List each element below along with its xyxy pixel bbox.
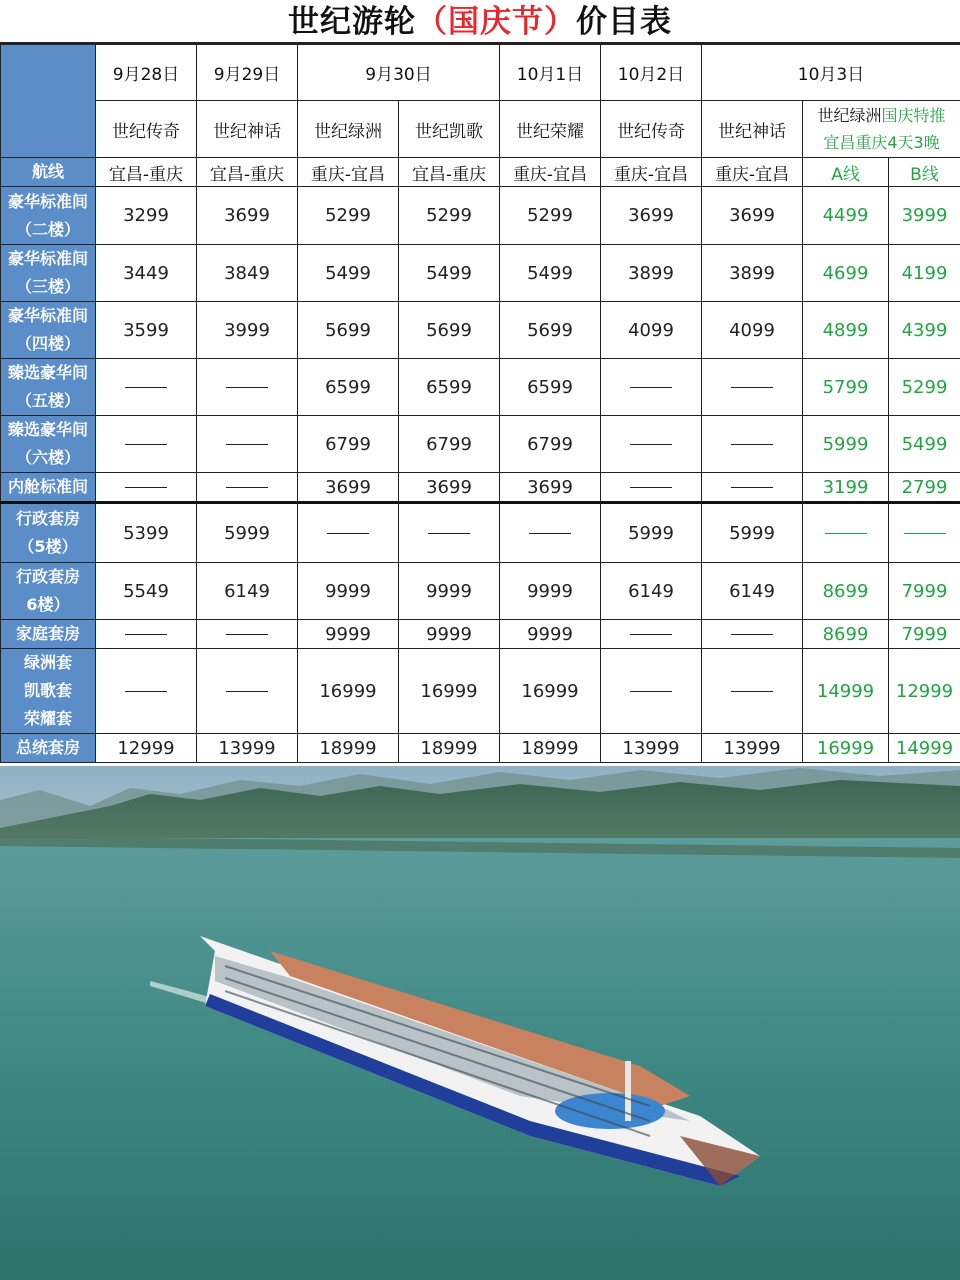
price-cell: 16999 xyxy=(803,734,889,763)
date-cell: 10月2日 xyxy=(601,45,702,101)
price-cell: 5999 xyxy=(803,416,889,473)
price-cell: 3849 xyxy=(197,245,298,302)
price-cell: 6149 xyxy=(702,563,803,620)
unavailable-dash xyxy=(630,634,672,635)
price-row xyxy=(1,734,960,763)
unavailable-cell xyxy=(298,503,399,563)
unavailable-cell xyxy=(197,620,298,649)
unavailable-cell xyxy=(96,416,197,473)
price-cell: 3199 xyxy=(803,473,889,503)
room-type-label xyxy=(1,563,96,620)
unavailable-dash xyxy=(125,444,167,445)
date-cell: 10月1日 xyxy=(500,45,601,101)
price-cell: 3699 xyxy=(702,187,803,245)
room-type-label xyxy=(1,302,96,359)
unavailable-cell xyxy=(96,473,197,503)
date-cell: 9月28日 xyxy=(96,45,197,101)
price-cell: 3699 xyxy=(601,187,702,245)
special-route: 宜昌重庆4天3晚 xyxy=(823,133,940,152)
price-cell: 5799 xyxy=(803,359,889,416)
unavailable-cell xyxy=(601,620,702,649)
ship-cell: 世纪传奇 xyxy=(601,101,702,158)
room-type-label xyxy=(1,734,96,763)
unavailable-cell xyxy=(601,649,702,734)
price-cell: 6149 xyxy=(197,563,298,620)
room-type-text: 臻选豪华间 xyxy=(7,363,88,382)
route-row xyxy=(1,158,960,187)
title-part-2: （国庆节） xyxy=(416,4,576,40)
room-type-text: 内舱标准间 xyxy=(7,477,88,496)
room-type-text: （五楼） xyxy=(15,391,80,410)
date-cell: 9月29日 xyxy=(197,45,298,101)
unavailable-cell xyxy=(96,359,197,416)
ship-cell: 世纪神话 xyxy=(702,101,803,158)
unavailable-dash xyxy=(731,634,773,635)
ship-cell: 世纪荣耀 xyxy=(500,101,601,158)
price-cell: 5499 xyxy=(399,245,500,302)
unavailable-dash xyxy=(731,444,773,445)
unavailable-dash xyxy=(226,691,268,692)
cruise-ship-photo xyxy=(0,766,960,1280)
price-cell: 18999 xyxy=(298,734,399,763)
price-row xyxy=(1,187,960,245)
price-row xyxy=(1,563,960,620)
room-type-text: 臻选豪华间 xyxy=(7,420,88,439)
price-cell: 5299 xyxy=(399,187,500,245)
room-type-label xyxy=(1,359,96,416)
price-cell: 7999 xyxy=(889,620,960,649)
unavailable-dash xyxy=(630,487,672,488)
unavailable-dash xyxy=(731,387,773,388)
unavailable-dash xyxy=(226,387,268,388)
price-cell: 5699 xyxy=(298,302,399,359)
corner-cell xyxy=(1,45,96,158)
unavailable-dash xyxy=(327,533,369,534)
room-type-text: （5楼） xyxy=(18,537,78,556)
price-row xyxy=(1,649,960,734)
price-row xyxy=(1,473,960,503)
price-cell: 4399 xyxy=(889,302,960,359)
price-cell: 9999 xyxy=(500,620,601,649)
unavailable-dash xyxy=(630,691,672,692)
price-cell: 3999 xyxy=(197,302,298,359)
room-type-label xyxy=(1,503,96,563)
price-row xyxy=(1,359,960,416)
route-cell-a: A线 xyxy=(803,158,889,187)
price-cell: 3699 xyxy=(399,473,500,503)
room-type-text: 绿洲套 xyxy=(23,653,72,672)
room-type-text: （六楼） xyxy=(15,448,80,467)
room-type-text: 凯歌套 xyxy=(23,681,72,700)
room-type-text: 行政套房 xyxy=(15,509,80,528)
price-cell: 4099 xyxy=(601,302,702,359)
price-row xyxy=(1,245,960,302)
price-cell: 5499 xyxy=(500,245,601,302)
unavailable-cell xyxy=(702,359,803,416)
price-cell: 5299 xyxy=(500,187,601,245)
route-label: 航线 xyxy=(1,158,96,187)
price-cell: 18999 xyxy=(399,734,500,763)
unavailable-dash xyxy=(125,487,167,488)
unavailable-cell xyxy=(197,359,298,416)
unavailable-cell xyxy=(702,620,803,649)
price-cell: 12999 xyxy=(96,734,197,763)
route-cell: 宜昌-重庆 xyxy=(96,158,197,187)
price-cell: 4499 xyxy=(803,187,889,245)
price-cell: 4899 xyxy=(803,302,889,359)
room-type-label xyxy=(1,187,96,245)
price-cell: 5399 xyxy=(96,503,197,563)
price-cell: 16999 xyxy=(399,649,500,734)
price-cell: 9999 xyxy=(298,620,399,649)
price-cell: 4099 xyxy=(702,302,803,359)
room-type-label xyxy=(1,620,96,649)
unavailable-cell xyxy=(197,416,298,473)
unavailable-cell xyxy=(601,473,702,503)
price-cell: 5999 xyxy=(601,503,702,563)
ship-cell: 世纪神话 xyxy=(197,101,298,158)
room-type-label xyxy=(1,649,96,734)
unavailable-dash xyxy=(904,533,946,534)
price-cell: 9999 xyxy=(500,563,601,620)
unavailable-dash xyxy=(125,387,167,388)
room-type-label xyxy=(1,473,96,503)
room-type-text: 家庭套房 xyxy=(15,624,80,643)
price-cell: 3899 xyxy=(601,245,702,302)
price-cell: 13999 xyxy=(197,734,298,763)
price-row xyxy=(1,416,960,473)
price-row xyxy=(1,620,960,649)
price-cell: 16999 xyxy=(500,649,601,734)
unavailable-cell xyxy=(197,649,298,734)
special-ship-name: 世纪绿洲 xyxy=(817,106,882,125)
unavailable-dash xyxy=(731,487,773,488)
price-cell: 6599 xyxy=(298,359,399,416)
price-cell: 5299 xyxy=(298,187,399,245)
room-type-text: （二楼） xyxy=(15,219,80,239)
room-type-label xyxy=(1,245,96,302)
ship-cell: 世纪传奇 xyxy=(96,101,197,158)
room-type-text: （三楼） xyxy=(15,277,80,296)
price-cell: 5299 xyxy=(889,359,960,416)
route-cell: 重庆-宜昌 xyxy=(500,158,601,187)
unavailable-cell xyxy=(601,359,702,416)
room-type-text: 荣耀套 xyxy=(23,709,72,728)
price-row xyxy=(1,302,960,359)
unavailable-dash xyxy=(428,533,470,534)
room-type-label xyxy=(1,416,96,473)
ship-cell: 世纪凯歌 xyxy=(399,101,500,158)
special-tag: 国庆特推 xyxy=(881,106,946,125)
room-type-text: （四楼） xyxy=(15,334,80,353)
price-cell: 4699 xyxy=(803,245,889,302)
unavailable-cell xyxy=(702,649,803,734)
price-cell: 9999 xyxy=(399,620,500,649)
date-cell: 10月3日 xyxy=(702,45,960,101)
route-cell: 宜昌-重庆 xyxy=(197,158,298,187)
route-cell: 重庆-宜昌 xyxy=(702,158,803,187)
price-cell: 6599 xyxy=(399,359,500,416)
unavailable-cell xyxy=(601,416,702,473)
unavailable-cell xyxy=(803,503,889,563)
price-cell: 14999 xyxy=(889,734,960,763)
unavailable-cell xyxy=(889,503,960,563)
price-cell: 3999 xyxy=(889,187,960,245)
price-cell: 6799 xyxy=(298,416,399,473)
price-cell: 3699 xyxy=(298,473,399,503)
room-type-text: 总统套房 xyxy=(15,738,80,757)
unavailable-dash xyxy=(731,691,773,692)
room-type-text: 行政套房 xyxy=(15,567,80,586)
page-title xyxy=(0,0,960,44)
unavailable-dash xyxy=(226,444,268,445)
price-cell: 9999 xyxy=(399,563,500,620)
route-cell: 重庆-宜昌 xyxy=(601,158,702,187)
price-cell: 5699 xyxy=(500,302,601,359)
unavailable-dash xyxy=(825,533,867,534)
price-cell: 8699 xyxy=(803,620,889,649)
room-type-text: 豪华标准间 xyxy=(7,191,88,211)
price-cell: 3599 xyxy=(96,302,197,359)
price-cell: 14999 xyxy=(803,649,889,734)
price-cell: 6799 xyxy=(399,416,500,473)
unavailable-dash xyxy=(630,387,672,388)
title-part-1: 世纪游轮 xyxy=(288,4,416,40)
room-type-text: 6楼） xyxy=(26,595,70,614)
price-cell: 13999 xyxy=(702,734,803,763)
price-cell: 3899 xyxy=(702,245,803,302)
price-cell: 6799 xyxy=(500,416,601,473)
price-cell: 5999 xyxy=(197,503,298,563)
price-cell: 3449 xyxy=(96,245,197,302)
room-type-text: 豪华标准间 xyxy=(7,306,88,325)
price-cell: 4199 xyxy=(889,245,960,302)
price-row xyxy=(1,503,960,563)
price-cell: 5699 xyxy=(399,302,500,359)
price-cell: 3699 xyxy=(500,473,601,503)
unavailable-cell xyxy=(197,473,298,503)
route-cell: 宜昌-重庆 xyxy=(399,158,500,187)
unavailable-cell xyxy=(500,503,601,563)
price-cell: 6149 xyxy=(601,563,702,620)
unavailable-dash xyxy=(529,533,571,534)
price-cell: 5549 xyxy=(96,563,197,620)
route-cell: 重庆-宜昌 xyxy=(298,158,399,187)
price-body xyxy=(1,187,960,763)
price-cell: 16999 xyxy=(298,649,399,734)
unavailable-cell xyxy=(702,473,803,503)
unavailable-cell xyxy=(96,620,197,649)
special-ship-cell xyxy=(803,101,960,158)
unavailable-cell xyxy=(96,649,197,734)
price-cell: 6599 xyxy=(500,359,601,416)
price-cell: 8699 xyxy=(803,563,889,620)
price-cell: 9999 xyxy=(298,563,399,620)
price-cell: 5499 xyxy=(298,245,399,302)
title-part-3: 价目表 xyxy=(576,4,672,40)
price-cell: 2799 xyxy=(889,473,960,503)
unavailable-dash xyxy=(630,444,672,445)
ship-cell: 世纪绿洲 xyxy=(298,101,399,158)
price-cell: 7999 xyxy=(889,563,960,620)
price-cell: 5999 xyxy=(702,503,803,563)
price-cell: 12999 xyxy=(889,649,960,734)
unavailable-cell xyxy=(702,416,803,473)
price-cell: 13999 xyxy=(601,734,702,763)
unavailable-dash xyxy=(226,634,268,635)
price-cell: 3699 xyxy=(197,187,298,245)
ship-row xyxy=(1,101,960,158)
price-cell: 5499 xyxy=(889,416,960,473)
date-row xyxy=(1,45,960,101)
route-cell-b: B线 xyxy=(889,158,960,187)
unavailable-cell xyxy=(399,503,500,563)
price-cell: 3299 xyxy=(96,187,197,245)
unavailable-dash xyxy=(125,691,167,692)
room-type-text: 豪华标准间 xyxy=(7,249,88,268)
unavailable-dash xyxy=(226,487,268,488)
date-cell: 9月30日 xyxy=(298,45,500,101)
price-cell: 18999 xyxy=(500,734,601,763)
unavailable-dash xyxy=(125,634,167,635)
price-table xyxy=(0,44,960,763)
